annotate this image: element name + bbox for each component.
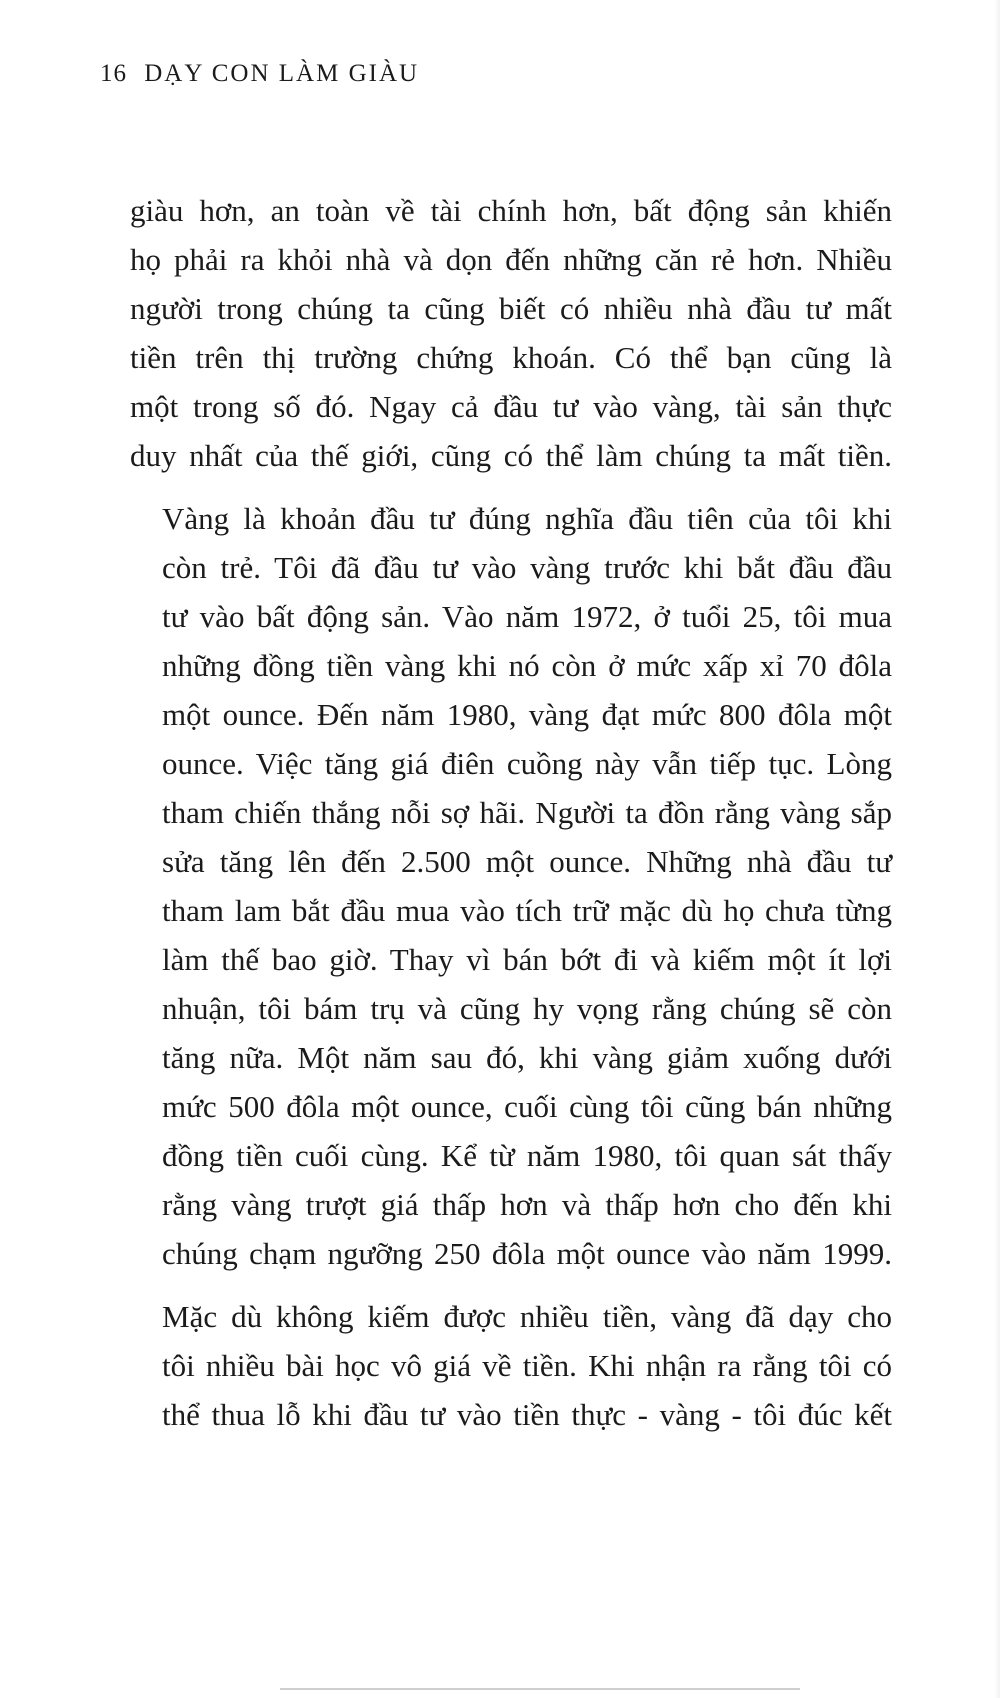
page-number: 16 bbox=[100, 60, 127, 87]
text-line: tư vào bất động sản. Vào năm 1972, ở tuổi 25, tôi mua bbox=[162, 599, 892, 634]
book-title: DẠY CON LÀM GIÀU bbox=[144, 60, 420, 87]
text-line: mức 500 đôla một ounce, cuối cùng tôi cũng bán những bbox=[162, 1089, 892, 1124]
paragraph-3 bbox=[130, 1292, 892, 1439]
text-line: những đồng tiền vàng khi nó còn ở mức xấp xỉ 70 đôla bbox=[162, 648, 892, 683]
text-line: chúng chạm ngưỡng 250 đôla một ounce vào năm 1999. bbox=[162, 1236, 892, 1271]
text-line: đồng tiền cuối cùng. Kể từ năm 1980, tôi quan sát thấy bbox=[162, 1138, 892, 1173]
text-line: người trong chúng ta cũng biết có nhiều nhà đầu tư mất bbox=[130, 291, 892, 326]
body-text bbox=[130, 186, 892, 1453]
text-line: duy nhất của thế giới, cũng có thể làm chúng ta mất tiền. bbox=[130, 438, 892, 473]
text-line: ounce. Việc tăng giá điên cuồng này vẫn tiếp tục. Lòng bbox=[162, 746, 892, 781]
text-line: tôi nhiều bài học vô giá về tiền. Khi nhận ra rằng tôi có bbox=[162, 1348, 892, 1383]
page-bottom-edge bbox=[280, 1688, 800, 1690]
text-line: rằng vàng trượt giá thấp hơn và thấp hơn cho đến khi bbox=[162, 1187, 892, 1222]
text-line: tiền trên thị trường chứng khoán. Có thể bạn cũng là bbox=[130, 340, 892, 375]
paragraph-2 bbox=[130, 494, 892, 1278]
page-edge-shadow bbox=[994, 0, 1000, 1698]
text-line: còn trẻ. Tôi đã đầu tư vào vàng trước khi bắt đầu đầu bbox=[162, 550, 892, 585]
text-line: Vàng là khoản đầu tư đúng nghĩa đầu tiên của tôi khi bbox=[162, 501, 892, 536]
text-line: nhuận, tôi bám trụ và cũng hy vọng rằng chúng sẽ còn bbox=[162, 991, 892, 1026]
text-line: thể thua lỗ khi đầu tư vào tiền thực - vàng - tôi đúc kết bbox=[162, 1397, 892, 1432]
text-line: tham chiến thắng nỗi sợ hãi. Người ta đồn rằng vàng sắp bbox=[162, 795, 892, 830]
text-line: làm thế bao giờ. Thay vì bán bớt đi và kiếm một ít lợi bbox=[162, 942, 892, 977]
text-line: sửa tăng lên đến 2.500 một ounce. Những nhà đầu tư bbox=[162, 844, 892, 879]
running-head bbox=[100, 60, 419, 88]
text-line: một trong số đó. Ngay cả đầu tư vào vàng, tài sản thực bbox=[130, 389, 892, 424]
text-line: giàu hơn, an toàn về tài chính hơn, bất động sản khiến bbox=[130, 193, 892, 228]
paragraph-1 bbox=[130, 186, 892, 480]
text-line: tăng nữa. Một năm sau đó, khi vàng giảm xuống dưới bbox=[162, 1040, 892, 1075]
text-line: tham lam bắt đầu mua vào tích trữ mặc dù họ chưa từng bbox=[162, 893, 892, 928]
text-line: Mặc dù không kiếm được nhiều tiền, vàng đã dạy cho bbox=[162, 1299, 892, 1334]
text-line: một ounce. Đến năm 1980, vàng đạt mức 800 đôla một bbox=[162, 697, 892, 732]
text-line: họ phải ra khỏi nhà và dọn đến những căn rẻ hơn. Nhiều bbox=[130, 242, 892, 277]
